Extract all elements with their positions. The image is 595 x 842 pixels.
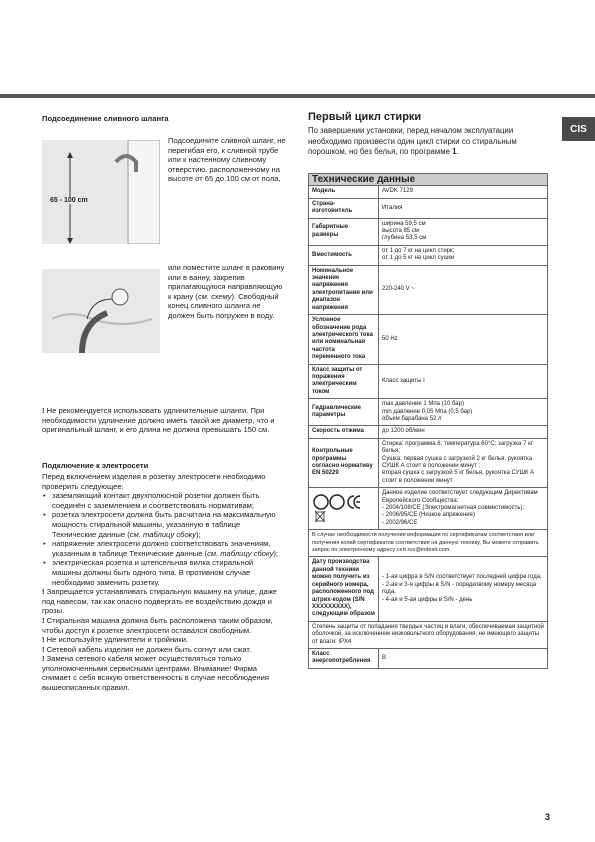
spec-value: max давление 1 Мпа (10 бар) min давление 0,05 Мпа (0,5 бар) объем барабана 52 л — [379, 399, 548, 426]
spec-value: от 1 до 7 кг на цикл стирк; от 1 до 5 кг на цикл сушки — [379, 245, 548, 265]
specs-title: Технические данные — [309, 174, 548, 186]
first-cycle-title: Первый цикл стирки — [308, 111, 422, 123]
ip-note: Степень защиты от попадания твердых частиц и влаги, обеспечиваемая защитной оболочкой, за исключением низковольтного оборудования, не имеющего защиты от влаги: IPX4 — [309, 621, 548, 648]
cert-marks-icon — [312, 492, 372, 522]
drain-paragraph-1: Подсоедините сливной шланг, не перегибая его, к сливной трубе или к настенному сливному отверстию, расположенному на высоте от 65 до 100 см от пола, — [168, 136, 286, 184]
specs-table — [308, 173, 548, 669]
cert-logos — [309, 488, 379, 530]
drain-height-figure — [42, 140, 160, 244]
cert-note: В случае необходимости получения информации по сертификатам соответствия или получения копий сертификатов соответствия на данную технику, Вы можете отправить запрос по электронному адресу cert.rus@indesit.com. — [309, 530, 548, 557]
warning-mark: ! — [42, 406, 45, 415]
warning-mark: ! — [42, 654, 45, 664]
bullet-2-ref: см. таблицу сбоку — [129, 529, 197, 539]
spec-value: Класс защиты I — [379, 364, 548, 399]
warning-text: Стиральная машина должна быть расположена таким образом, чтобы доступ к розетке электросети оставался свободным. — [42, 615, 273, 635]
drain-wall-illustration — [42, 140, 160, 244]
electric-warning-3 — [42, 635, 282, 645]
warning-text: Не используйте удлинители и тройники. — [44, 635, 189, 645]
warning-text: Запрещается устанавливать стиральную машину на улице, даже под навесом, так как опасно подвергать ее воздействию дождя и грозы. — [42, 587, 278, 616]
electric-bullet-1: • заземляющий контакт двухполюсной розетки должен быть соединён с заземлением и соответствовать нормативам; — [42, 491, 282, 510]
warning-mark: ! — [42, 635, 45, 645]
para2-text-b: ). Свободный конец сливного шланга не должен быть погружен в воду. — [168, 291, 279, 320]
spec-key: Номинальное значение напряжения электропитания или диапазон напряжения — [309, 265, 379, 314]
electric-bullet-4: • электрическая розетка и штепсельная вилка стиральной машины должны быть одного типа. В противном случае необходимо заменить розетку. — [42, 558, 282, 587]
spec-value: Италия — [379, 198, 548, 218]
warning-mark: ! — [42, 587, 45, 597]
electric-bullet-3 — [42, 539, 282, 558]
spec-key: Вместимость — [309, 245, 379, 265]
spec-key: Модель — [309, 186, 379, 198]
para2-scheme-ref: см. схему — [197, 291, 232, 301]
electric-warning-4 — [42, 645, 282, 655]
spec-key: Класс защиты от поражения электрическим током — [309, 364, 379, 399]
language-tab: CIS — [562, 117, 595, 141]
electric-bullet-2 — [42, 510, 282, 539]
sink-illustration — [42, 269, 160, 353]
spec-value: 220-240 V ~ — [379, 265, 548, 314]
spec-value: Стирка: программа 6; температура 60°С; загрузка 7 кг белья; Сушка: первая сушка с загрузкой 2 кг белья, рукоятка СУШК А стоит в положении минут ; вторая сушка с загрузкой 5 кг белья, рукоятка СУШК А стоит в положении минут — [379, 438, 548, 487]
spec-key: Контрольные программы согласно нормативу EN 50229 — [309, 438, 379, 487]
spec-key: Габаритные размеры — [309, 218, 379, 245]
spec-value: Данное изделие соответствует следующим Директивам Европейского Сообщества: - 2004/108/CE (Электромагнитная совместимость); - 2006/95/CE (Низкое апряжение) - 2002/96/CE — [379, 488, 548, 530]
electric-warning-1 — [42, 587, 282, 616]
drain-section-title: Подсоединение сливного шланга — [42, 114, 169, 123]
date-key: Дату производства данной техники можно получить из серийного номера, расположенного под штрих-кодом (S/N XXXXXXXXX), следующим образом — [309, 557, 379, 621]
program-number: 1 — [452, 147, 457, 156]
spec-row — [309, 245, 548, 265]
extension-warning — [42, 406, 282, 435]
warning-mark: ! — [42, 644, 45, 654]
electric-body — [42, 472, 282, 693]
drain-paragraph-2 — [168, 263, 286, 321]
height-label: 65 - 100 cm — [50, 197, 88, 204]
bullet-3-ref: см. таблицу сбоку — [207, 548, 274, 558]
spec-row — [309, 488, 548, 530]
electric-intro: Перед включением изделия в розетку электросети необходимо проверить следующее: — [42, 472, 266, 491]
spec-value: AVDK 7129 — [379, 186, 548, 198]
para2-text-a: или поместите шланг в раковину или в ванну, закрепив прилагающуюся направляющую к крану ( — [168, 263, 285, 301]
warning-text: Сетевой кабель изделия не должен быть согнут или сжат. — [44, 644, 252, 654]
energy-key: Класс энергопотребления — [309, 648, 379, 668]
energy-value: B — [379, 648, 548, 668]
first-cycle-text-b: . — [456, 147, 459, 156]
electric-section-title: Подключение к электросети — [42, 461, 149, 470]
bullet-2-end: ); — [196, 529, 201, 539]
spec-row — [309, 265, 548, 314]
first-cycle-text — [308, 126, 553, 158]
page-number: 3 — [545, 812, 551, 822]
bullet-3-end: ); — [273, 548, 279, 558]
spec-key: Гидравлические параметры — [309, 399, 379, 426]
spec-row — [309, 426, 548, 438]
specs-rows — [309, 186, 548, 530]
bullet-3-text: напряжение электросети должно соответствовать значениям, указанным в таблице Технические данные ( — [52, 539, 271, 558]
spec-row — [309, 315, 548, 364]
first-cycle-text-a: По завершении установки, перед началом эксплуатации необходимо произвести один цикл стирки со стиральным порошком, но без белья, по программе — [308, 126, 517, 156]
spec-row — [309, 364, 548, 399]
electric-warning-2 — [42, 616, 282, 635]
spec-value: 50 Hz — [379, 315, 548, 364]
warning-mark: ! — [42, 615, 45, 625]
bullet-2-text: розетка электросети должна быть расчитана на максимальную мощность стиральной машины, указанную в таблице Технические данные ( — [52, 510, 276, 539]
sink-figure — [42, 269, 160, 353]
spec-value: до 1200 об/мин — [379, 426, 548, 438]
warning-text: Не рекомендуется использовать удлинительные шланги. При необходимости удлинение должно иметь такой же диаметр, что и оригинальный шланг, и его длина не должна превышать 150 см. — [42, 406, 275, 435]
spec-row — [309, 198, 548, 218]
warning-text: Замена сетевого кабеля может осуществляться только уполномоченными сервисными центрами. Внимание! Фирма снимает с себя всякую ответственность в случае несоблюдения вышеописанных правил. — [42, 654, 269, 693]
date-value: - 1-ая цифра в S/N соответствует последней цифре года, - 2-ая и 3-я цифры в S/N - порядковому номеру месяца года, - 4-ая и 5-ая цифры в S/N - день — [379, 557, 548, 621]
spec-row — [309, 399, 548, 426]
spec-row — [309, 438, 548, 487]
spec-key: Условное обозначение рода электрического тока или номинальная частота переменного тока — [309, 315, 379, 364]
spec-value: ширина 59,5 см высота 85 см глубина 53,5 см — [379, 218, 548, 245]
spec-key: Скорость отжима — [309, 426, 379, 438]
spec-row — [309, 186, 548, 198]
electric-warning-5 — [42, 654, 282, 692]
spec-row — [309, 218, 548, 245]
spec-key: Страна-изготовитель — [309, 198, 379, 218]
top-rule — [0, 94, 595, 98]
